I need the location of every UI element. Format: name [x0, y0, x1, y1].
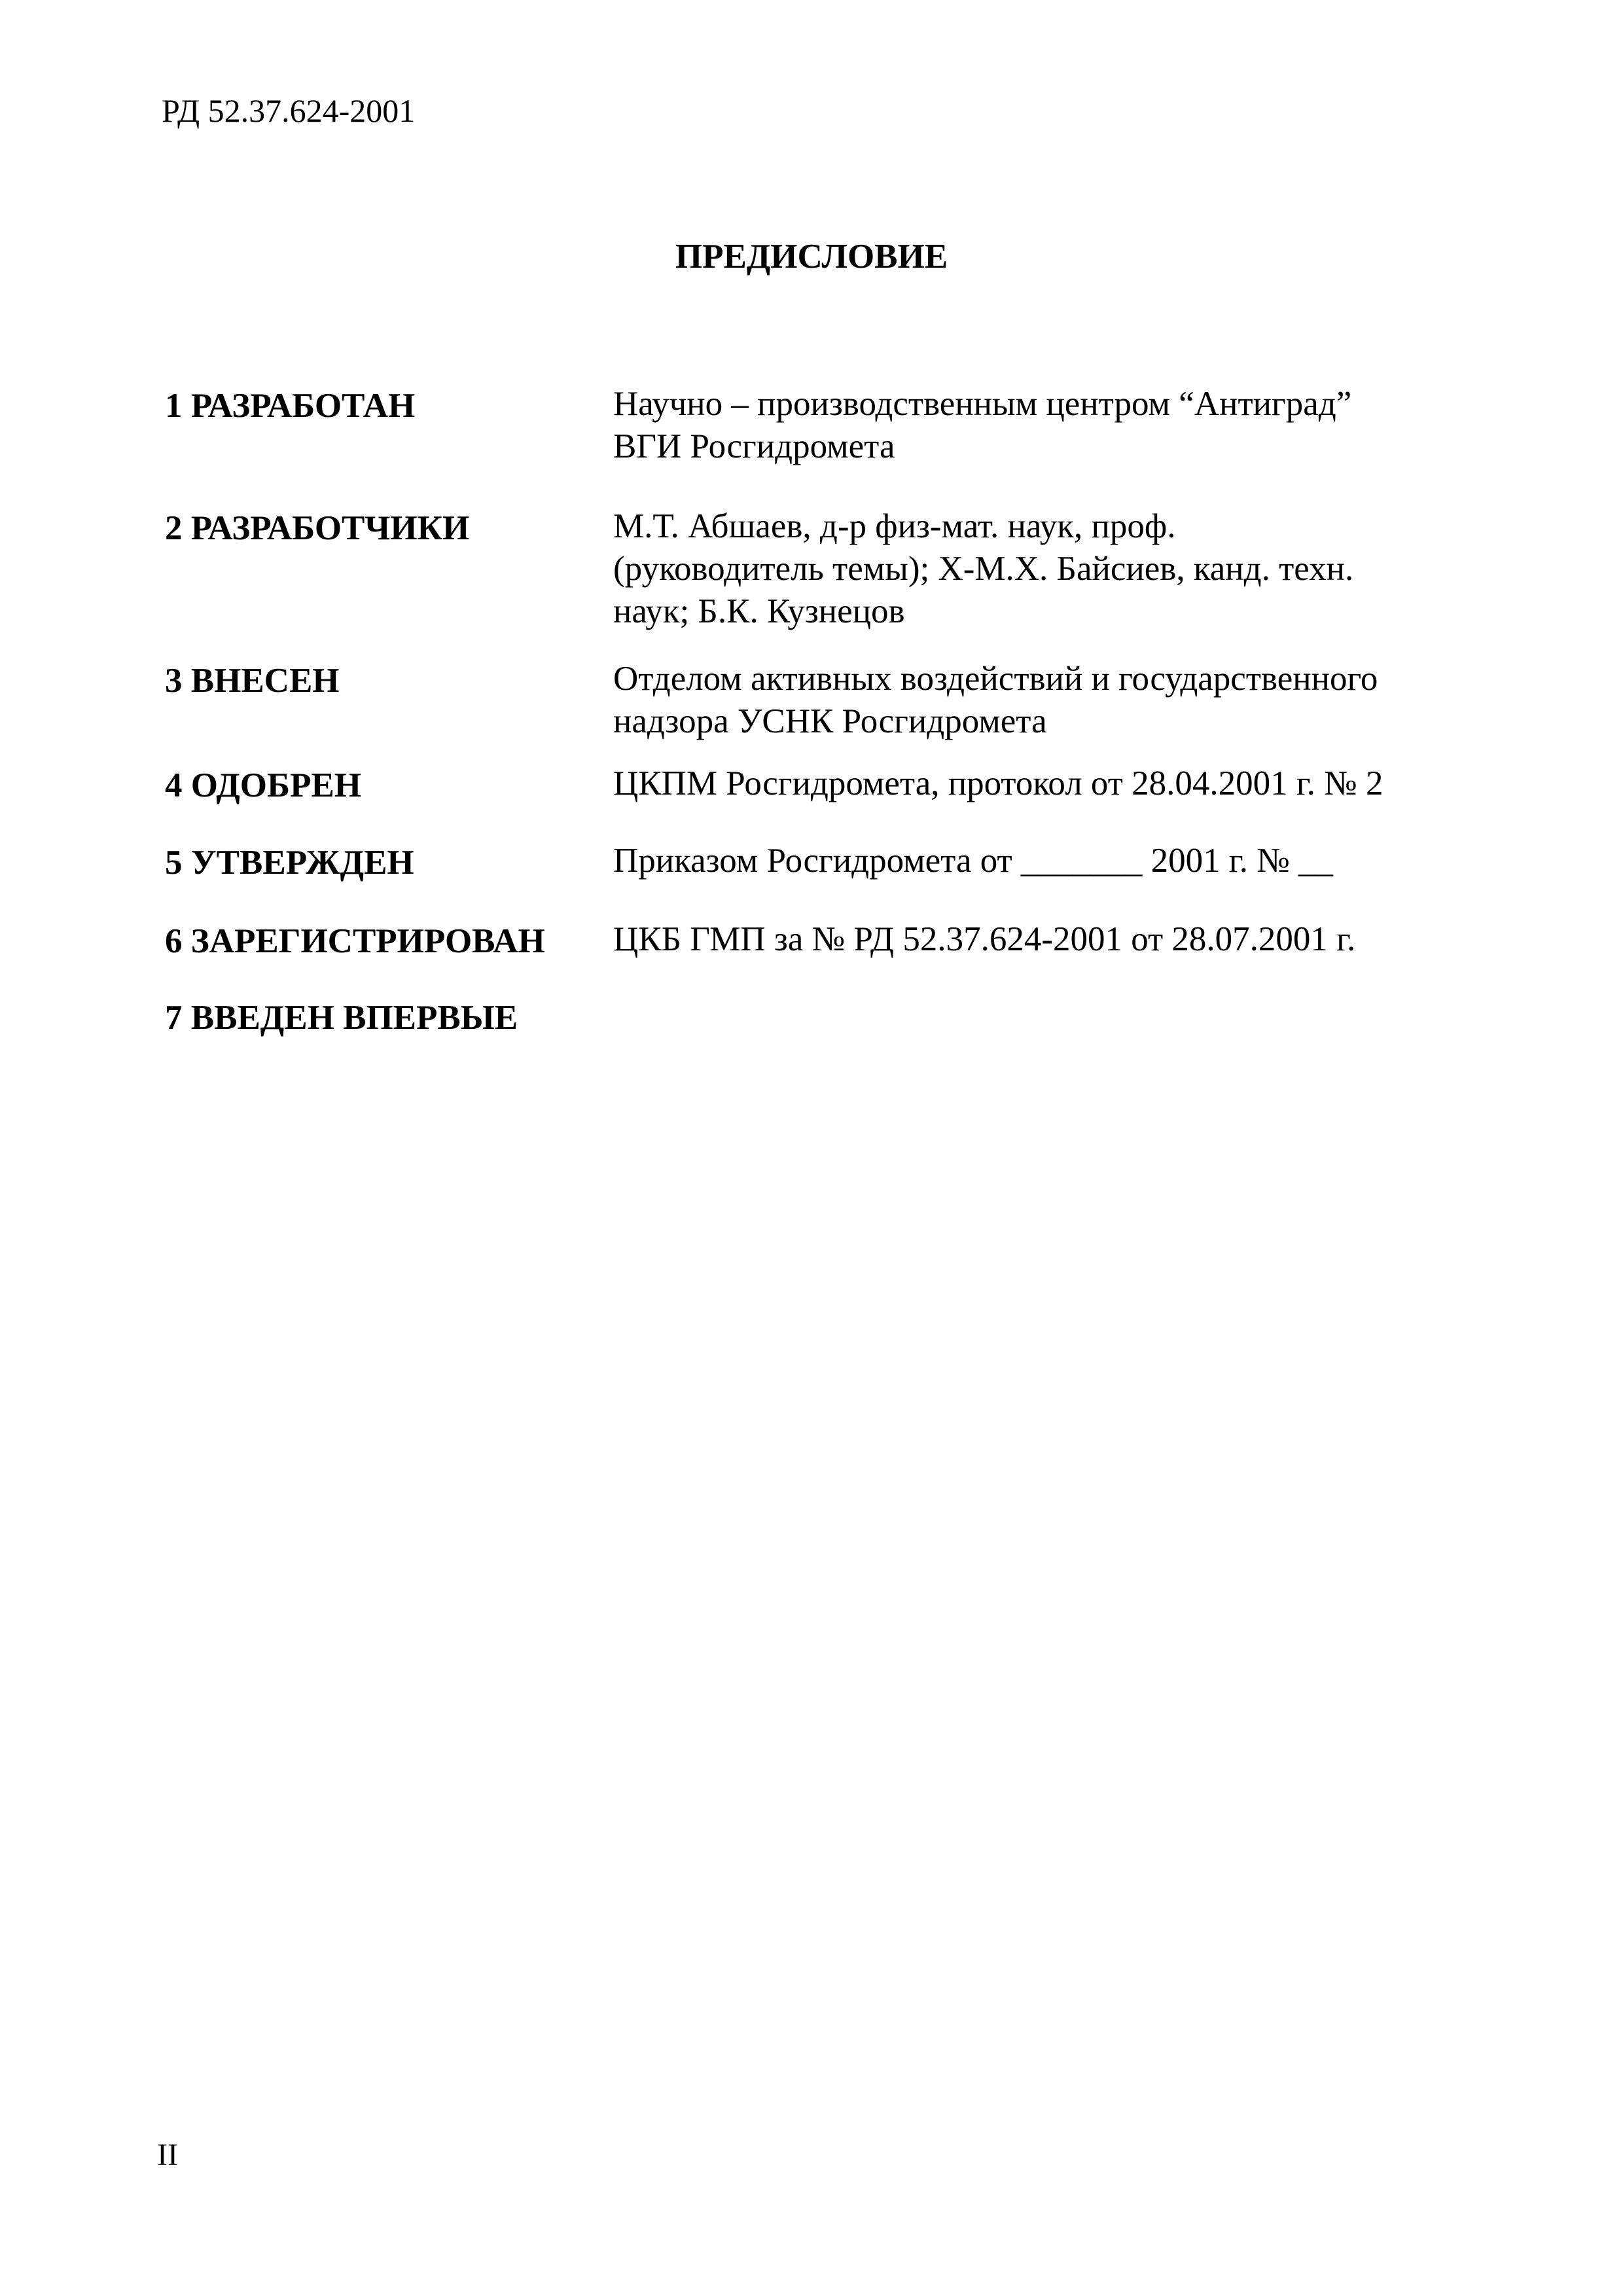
- value-line: надзора УСНК Росгидромета: [613, 702, 1047, 740]
- value-line: ВГИ Росгидромета: [613, 427, 895, 465]
- document-code: РД 52.37.624-2001: [162, 92, 416, 129]
- row-label-developers: 2 РАЗРАБОТЧИКИ: [165, 509, 470, 547]
- row-label-approved: 4 ОДОБРЕН: [165, 766, 362, 804]
- row-label-developed: 1 РАЗРАБОТАН: [165, 387, 416, 425]
- row-label-ratified: 5 УТВЕРЖДЕН: [165, 844, 414, 882]
- page-title: ПРЕДИСЛОВИЕ: [675, 238, 948, 276]
- value-line: ЦКПМ Росгидромета, протокол от 28.04.2001 г. № 2: [613, 764, 1383, 802]
- row-label-submitted: 3 ВНЕСЕН: [165, 662, 340, 700]
- value-line: Приказом Росгидромета от _______ 2001 г. № __: [613, 842, 1334, 880]
- row-value-developed: [613, 383, 1351, 468]
- row-label-registered: 6 ЗАРЕГИСТРИРОВАН: [165, 922, 545, 960]
- row-value-registered: [613, 918, 1355, 961]
- value-line: (руководитель темы); Х-М.Х. Байсиев, канд. техн.: [613, 550, 1354, 588]
- value-line: Научно – производственным центром “Антиград”: [613, 385, 1352, 423]
- row-value-developers: [613, 505, 1353, 633]
- row-value-ratified: [613, 840, 1333, 882]
- value-line: ЦКБ ГМП за № РД 52.37.624-2001 от 28.07.2001 г.: [613, 920, 1356, 958]
- row-value-submitted: [613, 658, 1378, 743]
- value-line: М.Т. Абшаев, д-р физ-мат. наук, проф.: [613, 507, 1176, 545]
- value-line: Отделом активных воздействий и государственного: [613, 660, 1378, 698]
- page-number: II: [157, 2138, 178, 2172]
- row-label-introduced: 7 ВВЕДЕН ВПЕРВЫЕ: [165, 999, 518, 1037]
- value-line: наук; Б.К. Кузнецов: [613, 592, 905, 630]
- row-value-approved: [613, 762, 1383, 805]
